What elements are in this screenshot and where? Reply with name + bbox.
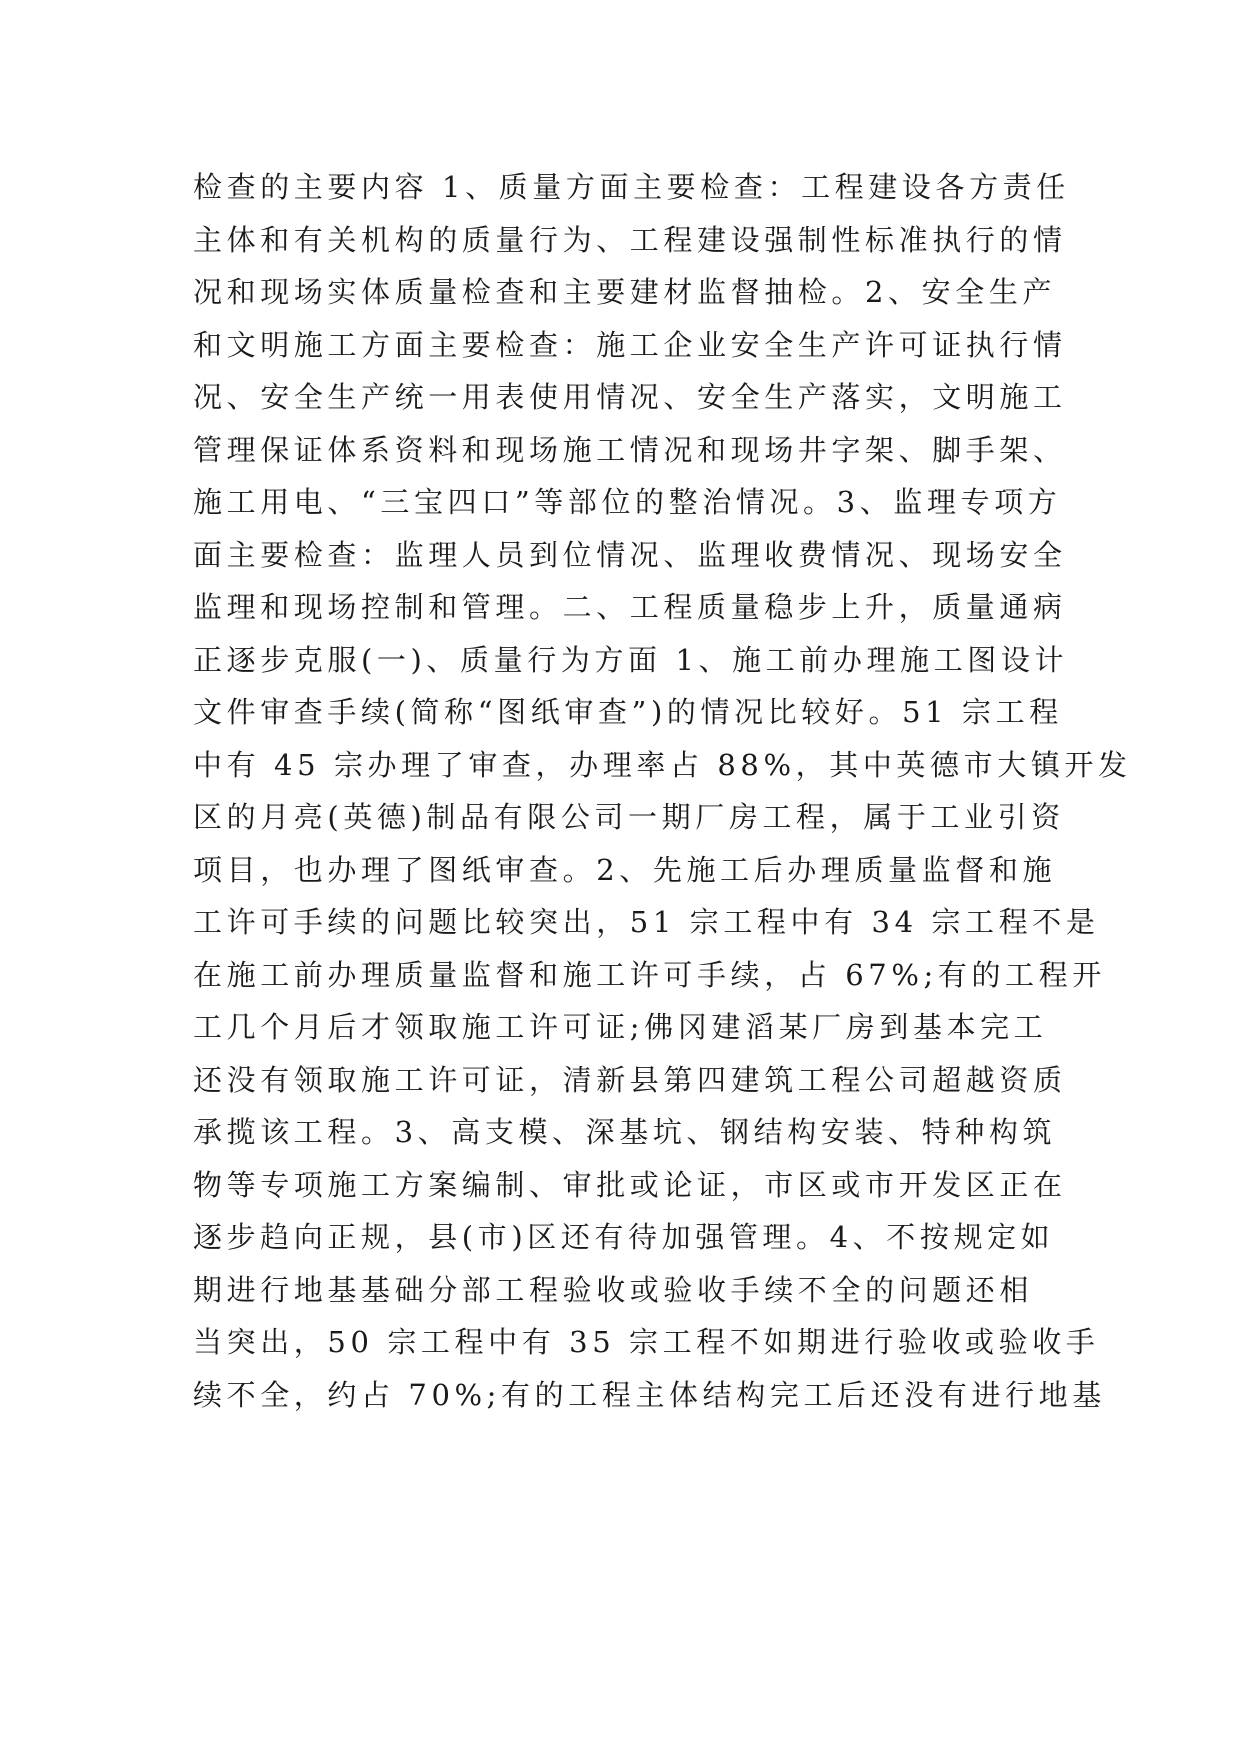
- body-text: [193, 161, 1132, 1421]
- text-line: 正逐步克服(一)、质量行为方面 1、施工前办理施工图设计: [193, 642, 1069, 677]
- text-line: 期进行地基基础分部工程验收或验收手续不全的问题还相: [193, 1272, 1034, 1307]
- text-line: 况和现场实体质量检查和主要建材监督抽检。2、安全生产: [193, 275, 1057, 309]
- text-line: 管理保证体系资料和现场施工情况和现场井字架、脚手架、: [193, 432, 1067, 467]
- text-line: 项目，也办理了图纸审查。2、先施工后办理质量监督和施: [193, 852, 1057, 887]
- text-line: 检查的主要内容 1、质量方面主要检查：工程建设各方责任: [193, 170, 1070, 204]
- text-line: 还没有领取施工许可证，清新县第四建筑工程公司超越资质: [193, 1062, 1067, 1097]
- text-line: 在施工前办理质量监督和施工许可手续，占 67%;有的工程开: [193, 957, 1106, 992]
- text-line: 主体和有关机构的质量行为、工程建设强制性标准执行的情: [193, 222, 1067, 257]
- text-line: 监理和现场控制和管理。二、工程质量稳步上升，质量通病: [193, 590, 1067, 624]
- text-line: 当突出，50 宗工程中有 35 宗工程不如期进行验收或验收手: [193, 1325, 1100, 1359]
- text-line: 逐步趋向正规，县(市)区还有待加强管理。4、不按规定如: [193, 1220, 1055, 1254]
- text-line: 文件审查手续(简称“图纸审查”)的情况比较好。51 宗工程: [193, 695, 1063, 729]
- text-line: 续不全，约占 70%;有的工程主体结构完工后还没有进行地基: [193, 1377, 1106, 1412]
- text-line: 承揽该工程。3、高支模、深基坑、钢结构安装、特种构筑: [193, 1115, 1057, 1149]
- text-line: 工许可手续的问题比较突出，51 宗工程中有 34 宗工程不是: [193, 905, 1100, 939]
- text-line: 面主要检查：监理人员到位情况、监理收费情况、现场安全: [193, 537, 1067, 572]
- text-line: 况、安全生产统一用表使用情况、安全生产落实，文明施工: [193, 380, 1067, 414]
- text-line: 施工用电、“三宝四口”等部位的整治情况。3、监理专项方: [193, 485, 1062, 519]
- text-line: 工几个月后才领取施工许可证;佛冈建滔某厂房到基本完工: [193, 1010, 1048, 1044]
- text-line: 和文明施工方面主要检查：施工企业安全生产许可证执行情: [193, 327, 1067, 362]
- text-line: 区的月亮(英德)制品有限公司一期厂房工程，属于工业引资: [193, 800, 1065, 834]
- text-line: 物等专项施工方案编制、审批或论证，市区或市开发区正在: [193, 1167, 1067, 1202]
- text-line: 中有 45 宗办理了审查，办理率占 88%，其中英德市大镇开发: [193, 747, 1132, 782]
